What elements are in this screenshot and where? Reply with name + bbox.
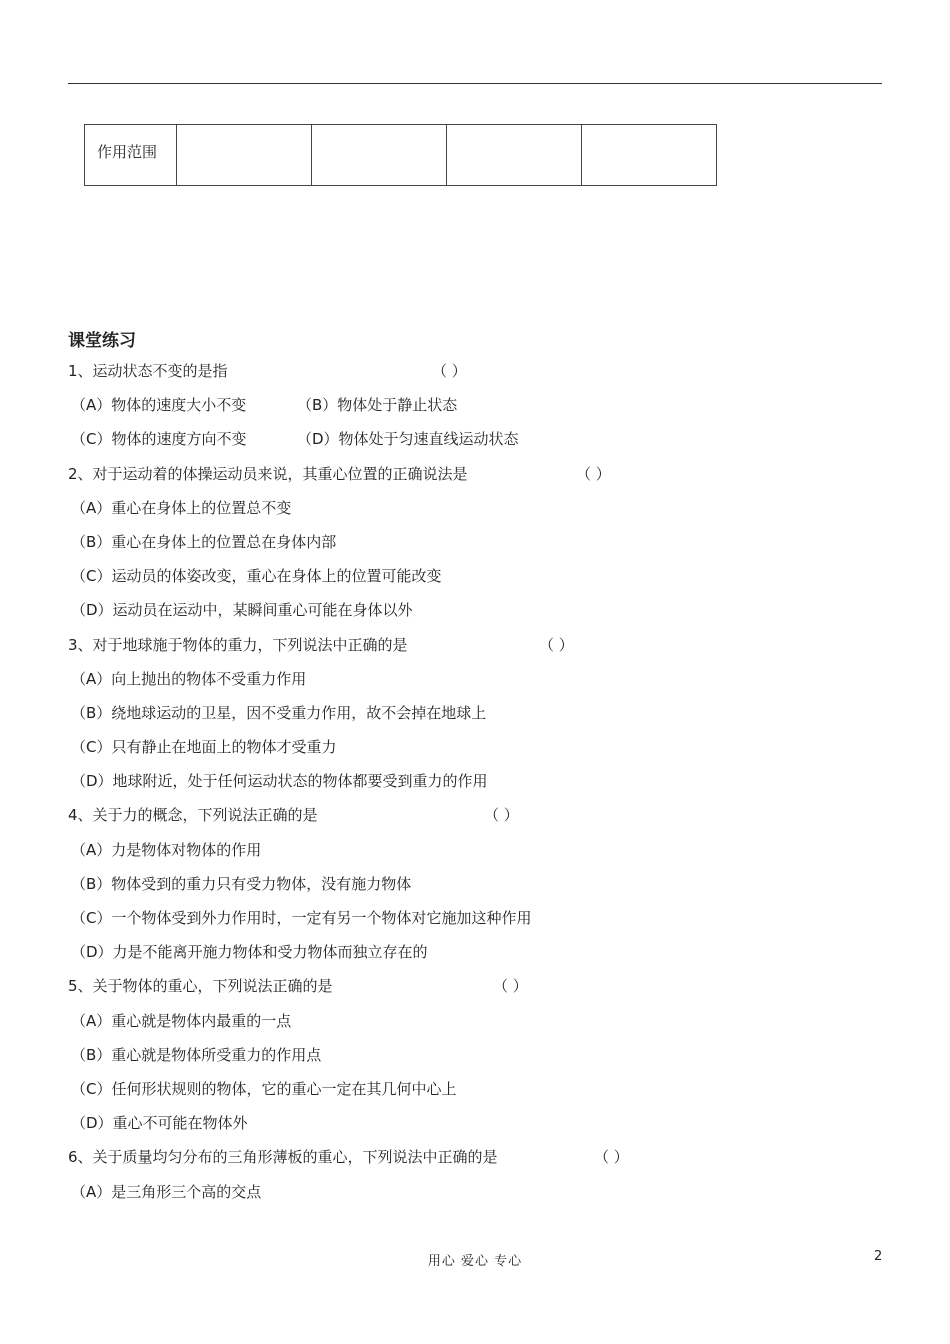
table-row <box>85 125 717 186</box>
footer-text: 用心 爱心 专心 <box>427 1254 523 1269</box>
option-d: （D）地球附近，处于任何运动状态的物体都要受到重力的作用 <box>71 772 488 791</box>
option-b: （B）绕地球运动的卫星，因不受重力作用，故不会掉在地球上 <box>71 703 487 722</box>
answer-blank: （ ） <box>576 464 611 483</box>
table-cell <box>582 125 717 186</box>
option-d: （D）物体处于匀速直线运动状态 <box>297 430 519 449</box>
table-cell <box>312 125 447 186</box>
option-a: （A）重心在身体上的位置总不变 <box>71 498 292 517</box>
option-c: （C）只有静止在地面上的物体才受重力 <box>71 738 337 757</box>
page-number: 2 <box>874 1249 883 1264</box>
option-c: （C）任何形状规则的物体，它的重心一定在其几何中心上 <box>71 1079 457 1098</box>
option-d: （D）力是不能离开施力物体和受力物体而独立存在的 <box>71 943 428 962</box>
answer-blank: （ ） <box>493 977 528 996</box>
option-row <box>68 393 888 427</box>
question-stem: 2、对于运动着的体操运动员来说，其重心位置的正确说法是 （ ） <box>68 462 888 496</box>
question-stem: 1、运动状态不变的是指 （ ） <box>68 359 888 393</box>
option-c: （C）运动员的体姿改变，重心在身体上的位置可能改变 <box>71 567 442 586</box>
header-rule <box>68 83 882 84</box>
question-stem: 4、关于力的概念，下列说法正确的是 （ ） <box>68 803 888 837</box>
option-b: （B）重心在身体上的位置总在身体内部 <box>71 532 337 551</box>
option-a: （A）力是物体对物体的作用 <box>71 840 262 859</box>
option-a: （A）物体的速度大小不变 <box>71 396 247 415</box>
option-d: （D）运动员在运动中，某瞬间重心可能在身体以外 <box>71 601 413 620</box>
option-b: （B）物体处于静止状态 <box>297 396 458 415</box>
answer-blank: （ ） <box>432 362 467 380</box>
question-stem: 3、对于地球施于物体的重力，下列说法中正确的是 （ ） <box>68 633 888 667</box>
option-row <box>68 427 888 461</box>
option-b: （B）物体受到的重力只有受力物体，没有施力物体 <box>71 874 412 893</box>
force-table <box>84 124 717 186</box>
table-cell <box>447 125 582 186</box>
option-a: （A）是三角形三个高的交点 <box>71 1182 262 1201</box>
question-stem: 6、关于质量均匀分布的三角形薄板的重心，下列说法中正确的是 （ ） <box>68 1145 888 1179</box>
answer-blank: （ ） <box>594 1148 629 1167</box>
answer-blank: （ ） <box>539 635 574 654</box>
question-stem: 5、关于物体的重心，下列说法正确的是 （ ） <box>68 974 888 1008</box>
option-c: （C）物体的速度方向不变 <box>71 430 247 449</box>
section-title: 课堂练习 <box>68 331 136 351</box>
option-d: （D）重心不可能在物体外 <box>71 1114 248 1133</box>
option-c: （C）一个物体受到外力作用时，一定有另一个物体对它施加这种作用 <box>71 909 532 927</box>
question-list <box>68 359 888 1214</box>
option-a: （A）重心就是物体内最重的一点 <box>71 1011 292 1030</box>
option-b: （B）重心就是物体所受重力的作用点 <box>71 1045 322 1064</box>
option-a: （A）向上抛出的物体不受重力作用 <box>71 669 307 688</box>
answer-blank: （ ） <box>484 806 519 825</box>
table-cell <box>177 125 312 186</box>
table-row-label: 作用范围 <box>85 125 177 186</box>
